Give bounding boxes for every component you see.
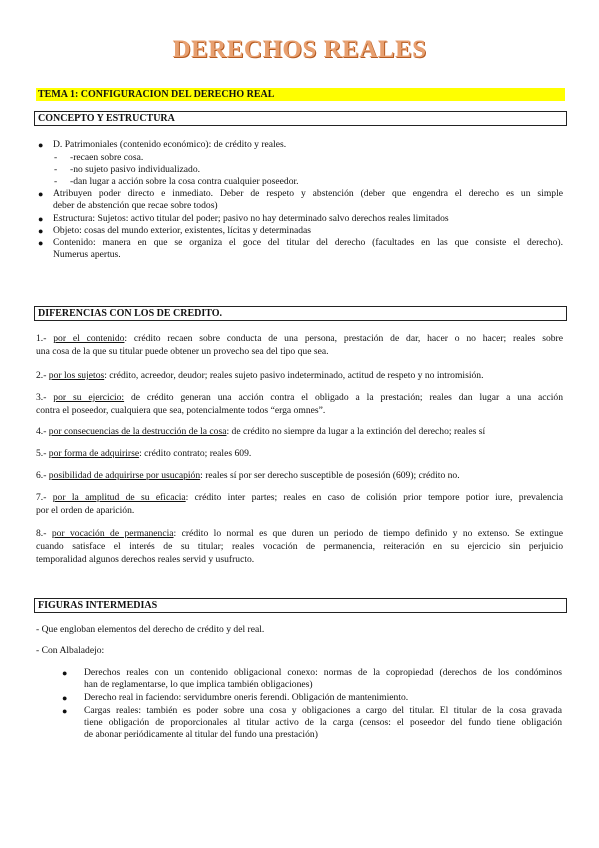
concepto-item: Atribuyen poder directo e inmediato. Deber de respeto y abstención (deber que engendra el derecho es un simple — [53, 188, 563, 199]
concepto-item: Contenido: manera en que se organiza el goce del titular del derecho (facultades en las que consiste el derecho). — [53, 237, 563, 248]
section-heading-concepto: CONCEPTO Y ESTRUCTURA — [34, 111, 567, 126]
diferencia-item: 7.- por la amplitud de su eficacia: crédito inter partes; reales en caso de colisión prior tempore potior iure, prevalencia — [36, 492, 563, 503]
diferencia-item: 4.- por consecuencias de la destrucción de la cosa: de crédito no siempre da lugar a la extinción del derecho; reales sí — [36, 426, 486, 437]
diferencia-item-cont: una cosa de la que su titular puede obtener un provecho sea del tipo que sea. — [36, 346, 329, 357]
figuras-item-cont: tiene obligación de proporcionales al titular activo de la carga (censos: el poseedor del fundo tiene obligación — [84, 717, 562, 728]
concepto-item-cont: Numerus apertus. — [53, 249, 121, 260]
topic-heading: TEMA 1: CONFIGURACION DEL DERECHO REAL — [36, 88, 565, 101]
section-heading-figuras: FIGURAS INTERMEDIAS — [34, 598, 567, 613]
dash-icon: - — [54, 164, 58, 175]
dash-icon: - — [54, 152, 58, 163]
concepto-subitem: -recaen sobre cosa. — [70, 152, 144, 163]
bullet-icon: ● — [38, 189, 44, 199]
figuras-item-cont: han de reglamentarse, lo que implica también obligaciones) — [84, 679, 313, 690]
figuras-paragraph: - Con Albaladejo: — [36, 645, 105, 656]
bullet-icon: ● — [38, 214, 44, 224]
section-heading-diferencias: DIFERENCIAS CON LOS DE CREDITO. — [34, 306, 567, 321]
diferencia-item: 1.- por el contenido: crédito recaen sobre conducta de una persona, prestación de dar, hacer o no hacer; reales sobre — [36, 333, 563, 344]
concepto-item: D. Patrimoniales (contenido económico): de crédito y reales. — [53, 139, 287, 150]
bullet-icon: ● — [62, 693, 68, 703]
bullet-icon: ● — [38, 226, 44, 236]
diferencia-item: 3.- por su ejercicio: de crédito generan una acción contra el obligado a la prestación; reales dan lugar a una acción — [36, 392, 563, 403]
concepto-item-cont: deber de abstención que recae sobre todos) — [53, 200, 218, 211]
dash-icon: - — [54, 176, 58, 187]
diferencia-item-cont: contra el poseedor, cualquiera que sea, potencialmente todos “erga omnes”. — [36, 405, 326, 416]
diferencia-item: 6.- posibilidad de adquirirse por usucapión: reales sí por ser derecho susceptible de posesión (609); crédito no. — [36, 470, 460, 481]
diferencia-item: 5.- por forma de adquirirse: crédito contrato; reales 609. — [36, 448, 252, 459]
bullet-icon: ● — [38, 238, 44, 248]
concepto-item: Estructura: Sujetos: activo titular del poder; pasivo no hay determinado salvo derechos reales limitados — [53, 213, 449, 224]
bullet-icon: ● — [62, 668, 68, 678]
concepto-subitem: -no sujeto pasivo individualizado. — [70, 164, 201, 175]
diferencia-item-cont: por el orden de aparición. — [36, 505, 135, 516]
diferencia-item-cont: temporalidad algunos derechos reales servid y usufructo. — [36, 554, 255, 565]
diferencia-item: 8.- por vocación de permanencia: crédito lo normal es que duren un periodo de tiempo definido y no extenso. Se extingue — [36, 528, 564, 539]
document-title: DERECHOS REALES — [172, 36, 427, 63]
figuras-item: Cargas reales: también es poder sobre una cosa y obligaciones a cargo del titular. El titular de la cosa gravada — [84, 705, 562, 716]
bullet-icon: ● — [38, 140, 44, 150]
figuras-item: Derechos reales con un contenido obligacional conexo: normas de la copropiedad (derechos de los condóminos — [84, 667, 562, 678]
figuras-item: Derecho real in faciendo: servidumbre oneris ferendi. Obligación de mantenimiento. — [84, 692, 409, 703]
figuras-paragraph: - Que engloban elementos del derecho de crédito y del real. — [36, 624, 265, 635]
bullet-icon: ● — [62, 706, 68, 716]
figuras-item-cont: de abonar periódicamente al titular del fundo una prestación) — [84, 729, 318, 740]
diferencia-item-cont: cuando satisface el interés de su titular; reales vocación de permanencia, reiteración en su ejercicio sin perjuicio — [36, 541, 563, 552]
concepto-item: Objeto: cosas del mundo exterior, existentes, lícitas y determinadas — [53, 225, 312, 236]
diferencia-item: 2.- por los sujetos: crédito, acreedor, deudor; reales sujeto pasivo indeterminado, actitud de respeto y no intromisión. — [36, 370, 484, 381]
concepto-subitem: -dan lugar a acción sobre la cosa contra cualquier poseedor. — [70, 176, 299, 187]
